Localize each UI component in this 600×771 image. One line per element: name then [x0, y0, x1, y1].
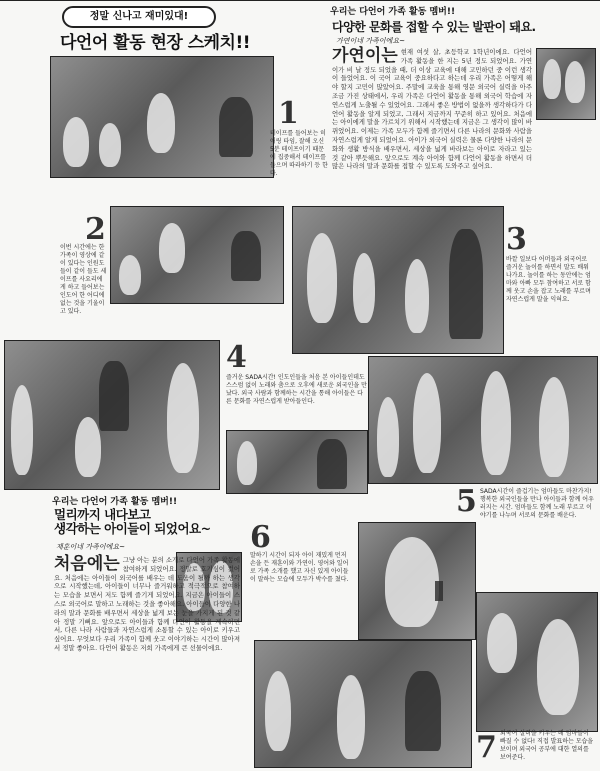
caption-3: 바깥 일보다 어머들과 외국어로 즐거운 놀이를 하면서 말도 배워 나가요. 놀이를 하는 동안에는 엄마와 아빠 모두 참여하고 서로 함께 웃고 손을 잡고 노래를 부르며 자연스럽게 말을 익혀요. [506, 256, 591, 303]
story1-byline: 가연이네 가족이에요~ [336, 37, 405, 45]
story1-dropcap: 가연이는 [332, 46, 398, 66]
story1-body: 현재 여섯 살, 초등학교 1학년이에요. 다언어 가족 활동을 한 지는 5년 정도 되었어요. 가연이가 비 날 정도 되었을 때, 더 이상 교육에 대해 고민하던 중 이런 생각이 들었어요. 이 국어 교육이 중요하다고 하는데 우리 가족은 어떻게 해야 할지 고민이 많았어요. 주말에 교육을 통해 영문 외국어 실력을 아주 조금 가진 상태에서, 우리 가족은 다언어 활동을 통해 외국어 학습에 자연스럽게 노출될 수 있었어요. 그래서 좋은 방법이 없을까 생각하다가 다언어 활동을 알게 되었고, 그래서 지금까지 꾸준히 하고 있어요. 처음에는 아이에게 말을 가르치기 위해서 시작했는데 지금은 그 생각이 많이 바뀌었어요. 이제는 가족 모두가 함께 즐기면서 다른 나라의 문화와 사람을 자연스럽게 알게 되었어요. 아이가 외국어 실력은 물론 다양한 나라의 문화와 생활 방식을 배우면서, 세상을 넓게 바라보는 아이로 자라고 있는 것 같아 뿌듯해요. 앞으로도 계속 아이와 함께 다언어 활동을 하면서 더 많은 나라의 말과 문화를 접할 수 있도록 도와주고 싶어요. [332, 48, 532, 171]
story2-headline-2: 생각하는 아이들이 되었어요~ [54, 521, 211, 536]
story2-byline: 재훈이네 가족이에요~ [56, 543, 125, 551]
photo-3 [292, 206, 504, 354]
story1-family-photo [536, 48, 596, 120]
photo-7 [476, 592, 598, 732]
top-rule [0, 0, 600, 1]
caption-4: 즐거운 SADA시간! 인도인들을 처음 본 아이들인데도 스스럼 없이 노래와 춤으로 오후에 새로운 외국인을 만났다. 외국 사람과 함께하는 시간을 통해 아이들은 다른 문화를 자연스럽게 받아들인다. [226, 374, 367, 405]
photo-1 [50, 56, 274, 178]
header-banner: 정말 신나고 재미있대! [62, 6, 216, 28]
caption-1: 테이프를 들어보는 히어링 타임, 잘해 오신 5분 테이프이기 때문에 집중해서 테이프를 들으며 따라하기 등 한다. [270, 130, 328, 177]
photo-2 [110, 206, 284, 304]
caption-2: 이번 시간에는 한 가족이 영상에 같이 있다는 인원도들이 같이 들도 세이프를 사요리에게 하고 들어보는 인도어 한 어디에 없는 것을 기울이고 있다. [60, 244, 107, 315]
photo-6 [358, 522, 476, 640]
photo-5 [368, 356, 598, 484]
story2-body: 그냥 아는 분의 소개로 다언어 가족 활동에 참여하게 되었어요. 정말로 호기심이 컸어요. 처음에는 아이들이 외국어를 배우는 데 도움이 될까 하는 생각으로 시작했는데, 아이들이 너무나 즐거워하고 적극적으로 참여하는 모습을 보면서 저도 함께 즐기게 되었어요. 지금은 아이들이 스스로 외국어로 말하고 노래하는 것을 좋아해요. 아이들이 다양한 나라의 말과 문화를 배우면서 세상을 넓게 보는 눈을 가지게 된 것 같아 정말 기뻐요. 앞으로도 아이들과 함께 다언어 활동을 계속하면서, 다른 나라 사람들과 자연스럽게 소통할 수 있는 아이로 키우고 싶어요. 무엇보다 우리 가족이 함께 웃고 이야기하는 시간이 많아져서 정말 좋아요. 다언어 활동은 저희 가족에게 큰 선물이에요. [54, 556, 240, 652]
story2-dropcap: 처음에는 [54, 554, 120, 574]
photo-4 [4, 340, 220, 490]
photo-6b [254, 640, 472, 768]
story2-headline-1: 멀리까지 내다보고 [54, 507, 151, 522]
number-5: 5 [456, 484, 477, 519]
story1-tag: 우리는 다언어 가족 활동 멤버!! [330, 7, 456, 17]
caption-7: 외국어 실력을 키우는 데 엄마들이 빠질 수 없다! 직접 발표하는 모습을 보이며 외국어 공부에 대한 열의를 보여준다. [500, 730, 594, 761]
photo-4b [226, 430, 368, 494]
number-1: 1 [278, 96, 299, 131]
story1-headline: 다양한 문화를 접할 수 있는 발판이 돼요. [332, 20, 536, 34]
page-title: 다언어 활동 현장 스케치!! [60, 33, 250, 53]
story1-body-wrap [332, 48, 532, 226]
number-4: 4 [226, 340, 247, 375]
number-6: 6 [250, 520, 271, 555]
story2-body-wrap [54, 556, 240, 762]
number-3: 3 [506, 222, 527, 257]
number-2: 2 [85, 212, 106, 247]
caption-5: SADA시간이 즐겁기는 엄마들도 마찬가지! 행복한 외국인들을 만나 아이들과 함께 어우러지는 시간. 엄마들도 함께 노래 부르고 이야기를 나누며 서로의 문화를 배운다. [480, 488, 594, 519]
caption-6: 말하기 시간이 되자 아이 재밌게 먼저 손을 든 재훈이와 가연이. 영어와 일어로 가족 소개를 했고 자신 있게 아이들이 말하는 모습에 모두가 박수를 쳤다. [250, 552, 349, 583]
story2-tag: 우리는 다언어 가족 활동 멤버!! [52, 497, 178, 507]
number-7: 7 [476, 730, 497, 765]
